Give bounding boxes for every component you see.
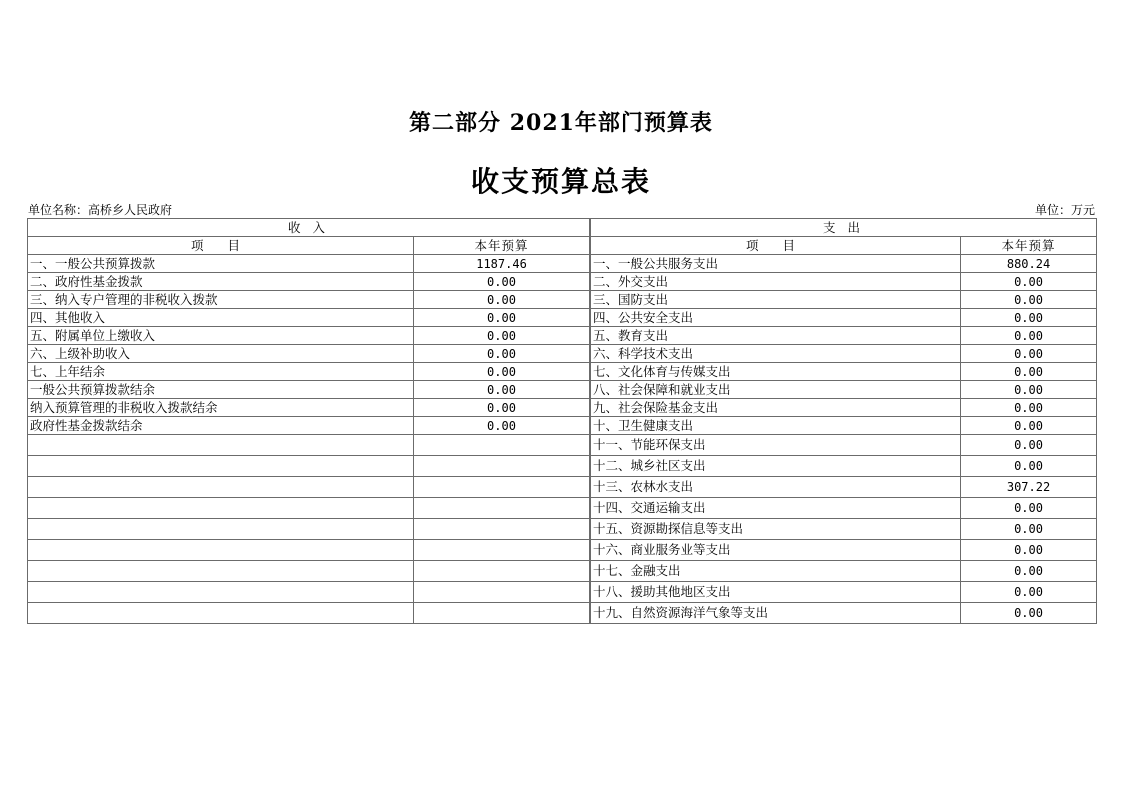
expense-amount-cell: 880.24 <box>961 255 1097 273</box>
table-row <box>28 327 1097 345</box>
expense-amount-cell: 0.00 <box>961 345 1097 363</box>
income-item-cell: 纳入预算管理的非税收入拨款结余 <box>28 399 414 417</box>
expense-item-cell: 五、教育支出 <box>591 327 961 345</box>
column-header-row <box>28 237 1097 255</box>
expense-item-cell: 十三、农林水支出 <box>591 477 961 498</box>
income-amount-cell <box>414 582 590 603</box>
expense-item-cell: 七、文化体育与传媒支出 <box>591 363 961 381</box>
income-amount-cell <box>414 603 590 624</box>
income-item-cell: 六、上级补助收入 <box>28 345 414 363</box>
table-row <box>28 309 1097 327</box>
expense-amount-cell: 0.00 <box>961 540 1097 561</box>
table-row <box>28 498 1097 519</box>
section-header-row <box>28 219 1097 237</box>
income-amount-cell: 0.00 <box>414 273 590 291</box>
expense-item-cell: 十、卫生健康支出 <box>591 417 961 435</box>
income-item-cell: 五、附属单位上缴收入 <box>28 327 414 345</box>
expense-item-cell: 三、国防支出 <box>591 291 961 309</box>
table-row <box>28 540 1097 561</box>
expense-item-cell: 十七、金融支出 <box>591 561 961 582</box>
expense-item-cell: 十九、自然资源海洋气象等支出 <box>591 603 961 624</box>
expense-header: 支 出 <box>591 219 1097 237</box>
income-item-cell <box>28 603 414 624</box>
income-item-cell <box>28 498 414 519</box>
income-item-cell: 政府性基金拨款结余 <box>28 417 414 435</box>
income-item-cell: 二、政府性基金拨款 <box>28 273 414 291</box>
expense-amount-cell: 0.00 <box>961 603 1097 624</box>
expense-item-cell: 二、外交支出 <box>591 273 961 291</box>
expense-amount-cell: 0.00 <box>961 309 1097 327</box>
income-amount-cell: 1187.46 <box>414 255 590 273</box>
income-item-cell <box>28 477 414 498</box>
income-amount-cell: 0.00 <box>414 291 590 309</box>
expense-amount-cell: 0.00 <box>961 399 1097 417</box>
expense-amount-cell: 0.00 <box>961 519 1097 540</box>
unit-name: 单位名称：高桥乡人民政府 <box>28 203 173 217</box>
income-item-cell: 七、上年结余 <box>28 363 414 381</box>
part-title: 第二部分 2021年部门预算表 <box>409 110 713 136</box>
expense-item-cell: 十六、商业服务业等支出 <box>591 540 961 561</box>
expense-item-header: 项 目 <box>591 237 961 255</box>
unit-label: 单位：万元 <box>1034 203 1095 217</box>
expense-item-cell: 一、一般公共服务支出 <box>591 255 961 273</box>
table-row <box>28 435 1097 456</box>
expense-amount-cell: 0.00 <box>961 291 1097 309</box>
expense-item-cell: 八、社会保障和就业支出 <box>591 381 961 399</box>
income-amount-cell: 0.00 <box>414 399 590 417</box>
table-row <box>28 561 1097 582</box>
income-amount-cell: 0.00 <box>414 417 590 435</box>
income-item-header: 项 目 <box>28 237 414 255</box>
income-amount-cell: 0.00 <box>414 381 590 399</box>
income-item-cell: 四、其他收入 <box>28 309 414 327</box>
income-amount-cell <box>414 540 590 561</box>
table-row <box>28 363 1097 381</box>
income-amount-cell <box>414 561 590 582</box>
expense-item-cell: 四、公共安全支出 <box>591 309 961 327</box>
table-row <box>28 456 1097 477</box>
expense-amount-cell: 0.00 <box>961 273 1097 291</box>
income-amount-cell <box>414 456 590 477</box>
expense-item-cell: 十二、城乡社区支出 <box>591 456 961 477</box>
income-item-cell <box>28 456 414 477</box>
expense-item-cell: 十四、交通运输支出 <box>591 498 961 519</box>
income-item-cell <box>28 519 414 540</box>
income-amount-cell: 0.00 <box>414 327 590 345</box>
table-row <box>28 255 1097 273</box>
table-row <box>28 345 1097 363</box>
income-item-cell <box>28 540 414 561</box>
income-amount-cell: 0.00 <box>414 345 590 363</box>
expense-amount-cell: 0.00 <box>961 456 1097 477</box>
expense-amount-cell: 0.00 <box>961 363 1097 381</box>
table-row <box>28 273 1097 291</box>
income-header: 收 入 <box>28 219 590 237</box>
income-amount-cell: 0.00 <box>414 309 590 327</box>
expense-amount-cell: 0.00 <box>961 417 1097 435</box>
table-row <box>28 291 1097 309</box>
expense-amount-cell: 0.00 <box>961 381 1097 399</box>
income-item-cell: 三、纳入专户管理的非税收入拨款 <box>28 291 414 309</box>
expense-amount-cell: 0.00 <box>961 582 1097 603</box>
expense-item-cell: 十五、资源勘探信息等支出 <box>591 519 961 540</box>
expense-amount-cell: 0.00 <box>961 561 1097 582</box>
income-item-cell: 一、一般公共预算拨款 <box>28 255 414 273</box>
expense-amount-cell: 0.00 <box>961 327 1097 345</box>
income-item-cell <box>28 435 414 456</box>
income-item-cell <box>28 582 414 603</box>
page-title: 收支预算总表 <box>470 165 651 198</box>
income-amount-cell <box>414 498 590 519</box>
expense-item-cell: 十八、援助其他地区支出 <box>591 582 961 603</box>
income-amount-cell <box>414 477 590 498</box>
expense-amount-cell: 0.00 <box>961 435 1097 456</box>
table-row <box>28 582 1097 603</box>
table-row <box>28 603 1097 624</box>
expense-amount-header: 本年预算 <box>961 237 1097 255</box>
expense-item-cell: 六、科学技术支出 <box>591 345 961 363</box>
budget-table <box>27 218 1097 624</box>
income-amount-cell: 0.00 <box>414 363 590 381</box>
income-amount-cell <box>414 519 590 540</box>
income-item-cell: 一般公共预算拨款结余 <box>28 381 414 399</box>
table-row <box>28 519 1097 540</box>
expense-amount-cell: 307.22 <box>961 477 1097 498</box>
income-amount-cell <box>414 435 590 456</box>
expense-amount-cell: 0.00 <box>961 498 1097 519</box>
table-row <box>28 477 1097 498</box>
expense-item-cell: 九、社会保险基金支出 <box>591 399 961 417</box>
table-row <box>28 381 1097 399</box>
income-amount-header: 本年预算 <box>414 237 590 255</box>
income-item-cell <box>28 561 414 582</box>
table-row <box>28 399 1097 417</box>
expense-item-cell: 十一、节能环保支出 <box>591 435 961 456</box>
table-row <box>28 417 1097 435</box>
